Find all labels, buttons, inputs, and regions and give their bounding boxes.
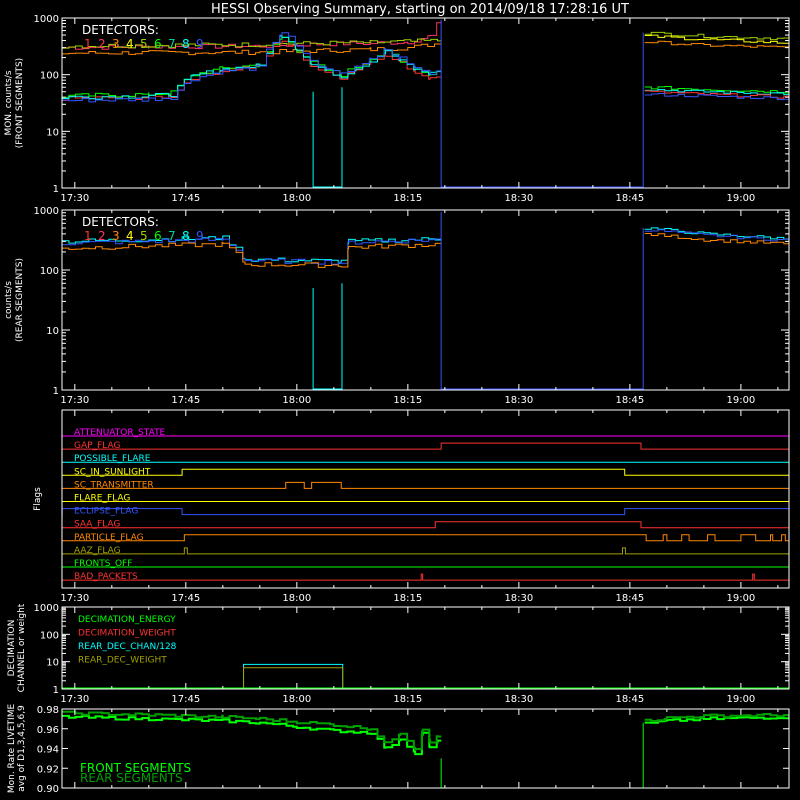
flag-line xyxy=(62,572,789,583)
x-tick-label: 18:15 xyxy=(393,694,423,705)
x-tick-label: 18:30 xyxy=(504,694,534,705)
legend-detector-4: 4 xyxy=(126,229,134,243)
decimation-legend-item: REAR_DEC_CHAN/128 xyxy=(78,642,177,652)
x-tick-label: 17:45 xyxy=(171,193,201,204)
y-axis-sublabel: (FRONT SEGMENTS) xyxy=(15,57,25,149)
legend-title: DETECTORS: xyxy=(82,23,159,37)
livetime-panel xyxy=(7,704,789,795)
flag-label-eclipse-flag: ECLIPSE_FLAG xyxy=(74,506,139,517)
x-tick-label: 18:45 xyxy=(615,395,645,406)
flag-label-bad-packets: BAD_PACKETS xyxy=(74,572,138,583)
decimation-panel xyxy=(7,603,789,705)
y-tick-label: 10 xyxy=(46,657,59,669)
x-tick-label: 18:00 xyxy=(282,193,312,204)
flag-line xyxy=(62,519,789,530)
flag-label-saa-flag: SAA_FLAG xyxy=(74,519,121,530)
flag-label-fronts-off: FRONTS_OFF xyxy=(74,559,133,569)
x-tick-label: 19:00 xyxy=(726,395,756,406)
x-tick-label: 17:30 xyxy=(60,593,90,604)
legend-detector-6: 6 xyxy=(154,37,162,51)
legend-detector-4: 4 xyxy=(126,37,134,51)
y-tick-label: 1 xyxy=(52,386,59,397)
y-tick-label: 100 xyxy=(39,70,59,82)
flag-line xyxy=(62,441,789,452)
x-tick-label: 18:00 xyxy=(282,395,312,406)
y-axis-sublabel: (REAR SEGMENTS) xyxy=(15,257,25,343)
flag-line xyxy=(62,506,789,517)
y-tick-label: 0.94 xyxy=(36,744,59,756)
decimation-legend-item: REAR_DEC_WEIGHT xyxy=(78,655,167,666)
x-tick-label: 18:45 xyxy=(615,694,645,705)
flag-label-aaz-flag: AAZ_FLAG xyxy=(74,545,121,556)
x-tick-label: 18:30 xyxy=(504,593,534,604)
legend-detector-7: 7 xyxy=(168,37,176,51)
legend-detector-2: 2 xyxy=(98,229,106,243)
decimation-legend-item: DECIMATION_ENERGY xyxy=(78,615,176,625)
legend-detector-3: 3 xyxy=(112,229,120,243)
series-line xyxy=(62,242,441,267)
legend-detector-5: 5 xyxy=(140,229,148,243)
x-tick-label: 18:30 xyxy=(504,193,534,204)
y-tick-label: 100 xyxy=(39,266,59,277)
legend-detector-6: 6 xyxy=(154,229,162,243)
chart-title: HESSI Observing Summary, starting on 2014/09/18 17:28:16 UT xyxy=(211,2,629,17)
livetime-legend-item: FRONT SEGMENTS xyxy=(80,761,192,775)
flag-label-sc-in-sunlight: SC_IN_SUNLIGHT xyxy=(74,467,151,478)
y-axis-label: MON. counts/s xyxy=(4,70,14,136)
series-line xyxy=(645,228,789,239)
y-tick-label: 1 xyxy=(52,184,59,195)
y-axis-sublabel: CHANNEL or weight xyxy=(17,603,27,693)
flag-line xyxy=(62,532,789,543)
legend-detector-9: 9 xyxy=(196,229,204,243)
x-tick-label: 17:45 xyxy=(171,694,201,705)
flag-line xyxy=(62,467,789,478)
y-tick-label: 100 xyxy=(39,630,59,642)
y-tick-label: 1000 xyxy=(33,14,59,25)
plot-frame xyxy=(62,410,789,588)
x-tick-label: 17:45 xyxy=(171,593,201,604)
x-tick-label: 19:00 xyxy=(726,593,756,604)
x-tick-label: 17:30 xyxy=(60,694,90,705)
legend-detector-5: 5 xyxy=(140,37,148,51)
legend-title: DETECTORS: xyxy=(82,215,159,229)
livetime-line xyxy=(62,716,441,754)
y-axis-label: Mon. Rate LIVETIME xyxy=(7,703,17,794)
livetime-legend-item: REAR SEGMENTS xyxy=(80,771,183,785)
x-tick-label: 18:30 xyxy=(504,395,534,406)
y-tick-label: 1000 xyxy=(33,206,59,217)
x-tick-label: 18:15 xyxy=(393,193,423,204)
y-axis-label: counts/s xyxy=(4,281,14,319)
x-tick-label: 18:45 xyxy=(615,593,645,604)
y-tick-label: 0.98 xyxy=(36,705,59,716)
x-tick-label: 19:00 xyxy=(726,694,756,705)
x-tick-label: 17:30 xyxy=(60,193,90,204)
legend-detector-8: 8 xyxy=(182,37,190,51)
decimation-box xyxy=(244,668,343,689)
legend-detector-2: 2 xyxy=(98,37,106,51)
y-axis-label: DECIMATION xyxy=(7,619,17,677)
flag-label-possible-flare: POSSIBLE_FLARE xyxy=(74,454,151,465)
legend-detector-7: 7 xyxy=(168,229,176,243)
flag-line xyxy=(62,545,789,556)
y-tick-label: 1 xyxy=(52,685,59,696)
legend-detector-8: 8 xyxy=(182,229,190,243)
flag-label-particle-flag: PARTICLE_FLAG xyxy=(74,532,144,543)
flag-label-attenuator-state: ATTENUATOR_STATE xyxy=(74,428,166,438)
y-axis-sublabel: avg of D1,3,4,5,6,9 xyxy=(17,705,27,792)
legend-detector-1: 1 xyxy=(84,37,92,51)
y-tick-label: 0.90 xyxy=(36,784,59,795)
dropout-line xyxy=(313,87,342,187)
x-tick-label: 18:15 xyxy=(393,593,423,604)
y-tick-label: 1000 xyxy=(33,603,59,614)
x-tick-label: 19:00 xyxy=(726,193,756,204)
y-axis-label: Flags xyxy=(33,487,43,511)
dropout-line xyxy=(313,283,342,389)
flags-panel xyxy=(33,410,789,604)
x-tick-label: 18:45 xyxy=(615,193,645,204)
legend-detector-3: 3 xyxy=(112,37,120,51)
y-tick-label: 0.92 xyxy=(36,764,59,776)
y-tick-label: 10 xyxy=(46,326,59,337)
flag-label-sc-transmitter: SC_TRANSMITTER xyxy=(74,480,154,491)
x-tick-label: 18:15 xyxy=(393,395,423,406)
x-tick-label: 18:00 xyxy=(282,694,312,705)
y-tick-label: 10 xyxy=(46,127,59,139)
flag-label-gap-flag: GAP_FLAG xyxy=(74,441,121,452)
flag-label-flare-flag: FLARE_FLAG xyxy=(74,493,131,504)
y-tick-label: 0.96 xyxy=(36,724,59,736)
x-tick-label: 17:30 xyxy=(60,395,90,406)
flag-line xyxy=(62,480,789,491)
x-tick-label: 18:00 xyxy=(282,593,312,604)
x-tick-label: 17:45 xyxy=(171,395,201,406)
front-segments-panel xyxy=(4,14,789,204)
decimation-legend-item: DECIMATION_WEIGHT xyxy=(78,628,176,639)
legend-detector-1: 1 xyxy=(84,229,92,243)
rear-segments-panel xyxy=(4,206,789,406)
legend-detector-9: 9 xyxy=(196,37,204,51)
